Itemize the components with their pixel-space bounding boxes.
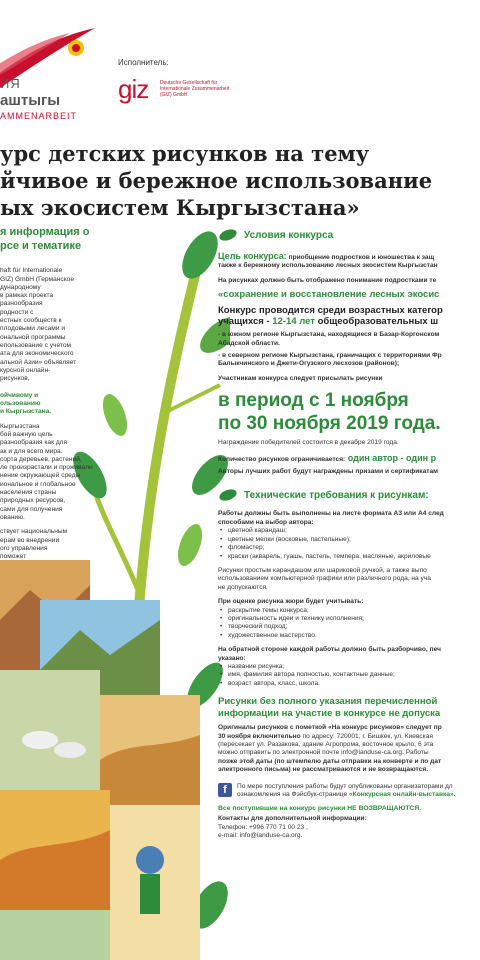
pencil-line-3: не допускаются. — [218, 583, 268, 591]
list-item: • художественное мастерство. — [218, 632, 480, 640]
date-line-1: в период с 1 ноября — [218, 390, 409, 412]
left-paragraph-1-text: haft für Internationale GIZ) GmbH (Германское дународному в рамках проекта разнообразия родности с естных сообществ к плодовыми лесами и ональной программы епользование с учетом ата для экономического альной Азии» объявляет курсной онлайн- рисунков, — [0, 267, 77, 383]
contacts-label: Контакты для дополнительной информации: — [218, 815, 367, 823]
winners-date: Награждение победителей состоится в декабре 2019 года. — [218, 439, 399, 447]
prizes-text: Авторы лучших работ будут награждены призами и сертификатам — [218, 468, 439, 476]
limit-value: один автор - один р — [345, 453, 437, 463]
facebook-page-link[interactable]: «Конкурсная онлайн-выставка». — [349, 791, 456, 799]
list-item: • краски (акварель, гуашь, пастель, темпера, масляные, акриловые — [218, 553, 480, 561]
back-side-list — [218, 663, 480, 688]
materials-list — [218, 527, 480, 561]
list-item: • цветной карандаш; — [218, 527, 480, 535]
technical-heading — [218, 488, 480, 502]
logo-line-2: аштыгы — [0, 92, 61, 109]
children-drawings-collage — [0, 560, 200, 960]
submission-line-3: (пересекает ул. Раззакова, здание Агропрома, восточное крыло, 6 эта — [218, 741, 434, 748]
conditions-title: Условия конкурса — [244, 229, 334, 241]
contact-phone: Телефон: +996 770 71 00 23 , — [218, 823, 308, 831]
list-item: • название рисунка; — [218, 663, 480, 671]
left-heading: я информация о рсе и тематике — [0, 226, 90, 252]
performer-label: Исполнитель: — [118, 58, 169, 67]
giz-full-name: Deutsche Gesellschaft für Internationale Zusammenarbeit (GIZ) GmbH — [160, 80, 230, 98]
conditions-heading — [218, 228, 480, 242]
limit-label: Количество рисунков ограничивается: — [218, 455, 346, 463]
leaf-icon — [218, 488, 238, 502]
submission-line-4: можно отправить по электронной почте info@landuse-ca.org. Работы — [218, 749, 429, 757]
list-item: • творческий подход; — [218, 623, 480, 631]
list-item: • фломастер; — [218, 544, 480, 552]
pencil-line-2: использованием компьютерной графики или различного рода, на уча — [218, 575, 431, 583]
understanding-text: На рисунках должно быть отображено понимание подростками те — [218, 276, 437, 284]
submission-line-1: Оригиналы рисунков с пометкой «На конкурс рисунков» следует пр — [218, 724, 442, 732]
north-region-line-1: - в северном регионе Кыргызстана, граничащих с территориями Фр — [218, 352, 442, 360]
back-side-line-1: На обратной стороне каждой работы должно быть разборчиво, печ — [218, 646, 441, 654]
age-line-2 — [218, 316, 480, 327]
list-item: • цветные мелки (восковые, пастельные); — [218, 536, 480, 544]
left-column — [0, 225, 120, 586]
jury-label: При оценке рисунка жюри будет учитывать: — [218, 598, 364, 606]
right-column — [218, 228, 480, 841]
logo-line-3: AMMENARBEIT — [0, 111, 78, 121]
warning-line-2: информации на участие в конкурсе не допуска — [218, 708, 441, 720]
left-paragraph-1-green: ойчивому и ользованию и Кыргызстана. — [0, 391, 52, 416]
facebook-notice — [218, 783, 480, 800]
age-line-1: Конкурс проводится среди возрастных категор — [218, 305, 443, 317]
list-item: • раскрытие темы конкурса; — [218, 607, 480, 615]
technical-title: Технические требования к рисункам: — [244, 489, 429, 501]
format-line-2: способами на выбор автора: — [218, 518, 314, 526]
format-line-1: Работы должны быть выполнены на листе формата А3 или А4 след — [218, 510, 444, 518]
logo-line-1: ИЯ — [0, 76, 21, 91]
facebook-icon[interactable]: f — [218, 783, 232, 797]
drawings-illustration — [0, 560, 200, 960]
address: по адресу: 720001, г. Бишкек, ул. Киевская — [300, 732, 433, 740]
limit-line — [218, 454, 480, 464]
list-item: • возраст автора, класс, школа. — [218, 680, 480, 688]
submission-line-5: позже этой даты (по штемпелю даты отправки на конверте и по дат — [218, 757, 442, 765]
facebook-line-1: По мере поступления работы будут опубликованы организаторами дл — [237, 782, 453, 790]
header — [0, 0, 480, 130]
warning-line-1: Рисунки без полного указания перечисленной — [218, 696, 438, 708]
left-paragraph-3: ствует национальным ерам во внедрении ого управления поможет — [0, 528, 68, 561]
giz-logo: giz — [118, 74, 149, 104]
no-return-notice: Все поступившие на конкурс рисунки НЕ ВОЗВРАЩАЮТСЯ. — [218, 805, 422, 813]
south-region-line-1: - в южном регионе Кыргызстана, находящиеся в Базар-Коргонском — [218, 331, 440, 339]
back-side-line-2: указано: — [218, 654, 246, 662]
south-region-line-2: Абадской области. — [218, 339, 280, 347]
submission-line-2 — [218, 733, 480, 741]
age-range: 12-14 лет — [272, 316, 315, 328]
submission-line-6: электронного письма) не рассматриваются и не возвращаются. — [218, 766, 429, 774]
goal-line — [218, 252, 480, 262]
list-item: • имя, фамилия автора полностью, контактные данные; — [218, 671, 480, 679]
facebook-line-2 — [237, 791, 477, 799]
submit-instruction: Участникам конкурса следует присылать рисунки — [218, 374, 383, 382]
date-line-2: по 30 ноября 2019 года. — [218, 413, 441, 435]
goal-line-2: также к бережному использованию лесных экосистем Кыргызстан — [218, 262, 438, 270]
pencil-line-1: Рисунки простым карандашом или шариковой ручкой, а также выпо — [218, 566, 427, 574]
north-region-line-2: Балыкчинского и Джети-Огузского лесхозов (районов); — [218, 360, 400, 368]
age-line-2-c: общеобразовательных ш — [314, 316, 439, 328]
age-line-2-a: учащихся - — [218, 316, 273, 328]
deadline: 30 ноября включительно — [218, 732, 301, 740]
left-paragraph-1 — [0, 259, 120, 417]
page-title: урс детских рисунков на тему йчивое и бережное использование ых экосистем Кыргызстана» — [0, 141, 433, 220]
facebook-line-2-text: ознакомления на Фэйсбук-странице — [237, 791, 350, 799]
criteria-list — [218, 607, 480, 641]
goal-label: Цель конкурса: — [218, 252, 287, 261]
left-paragraph-2: Кыргызстана бой важную цель разнообразия как для ак и для всего мира. сорта деревьев, растений, ле произрастали и проживали нение окружающей среды иональное и глобальное населения страны природных ресурсов, сами для получения ованию. — [0, 422, 93, 521]
goal-text: приобщение подростков и юношества к защ — [286, 254, 435, 261]
contact-email[interactable]: e-mail: info@landuse-ca.org. — [218, 832, 303, 840]
leaf-icon — [218, 228, 238, 242]
slogan: «сохранение и восстановление лесных экосис — [218, 289, 440, 301]
list-item: • оригинальность идеи и технику исполнения; — [218, 615, 480, 623]
